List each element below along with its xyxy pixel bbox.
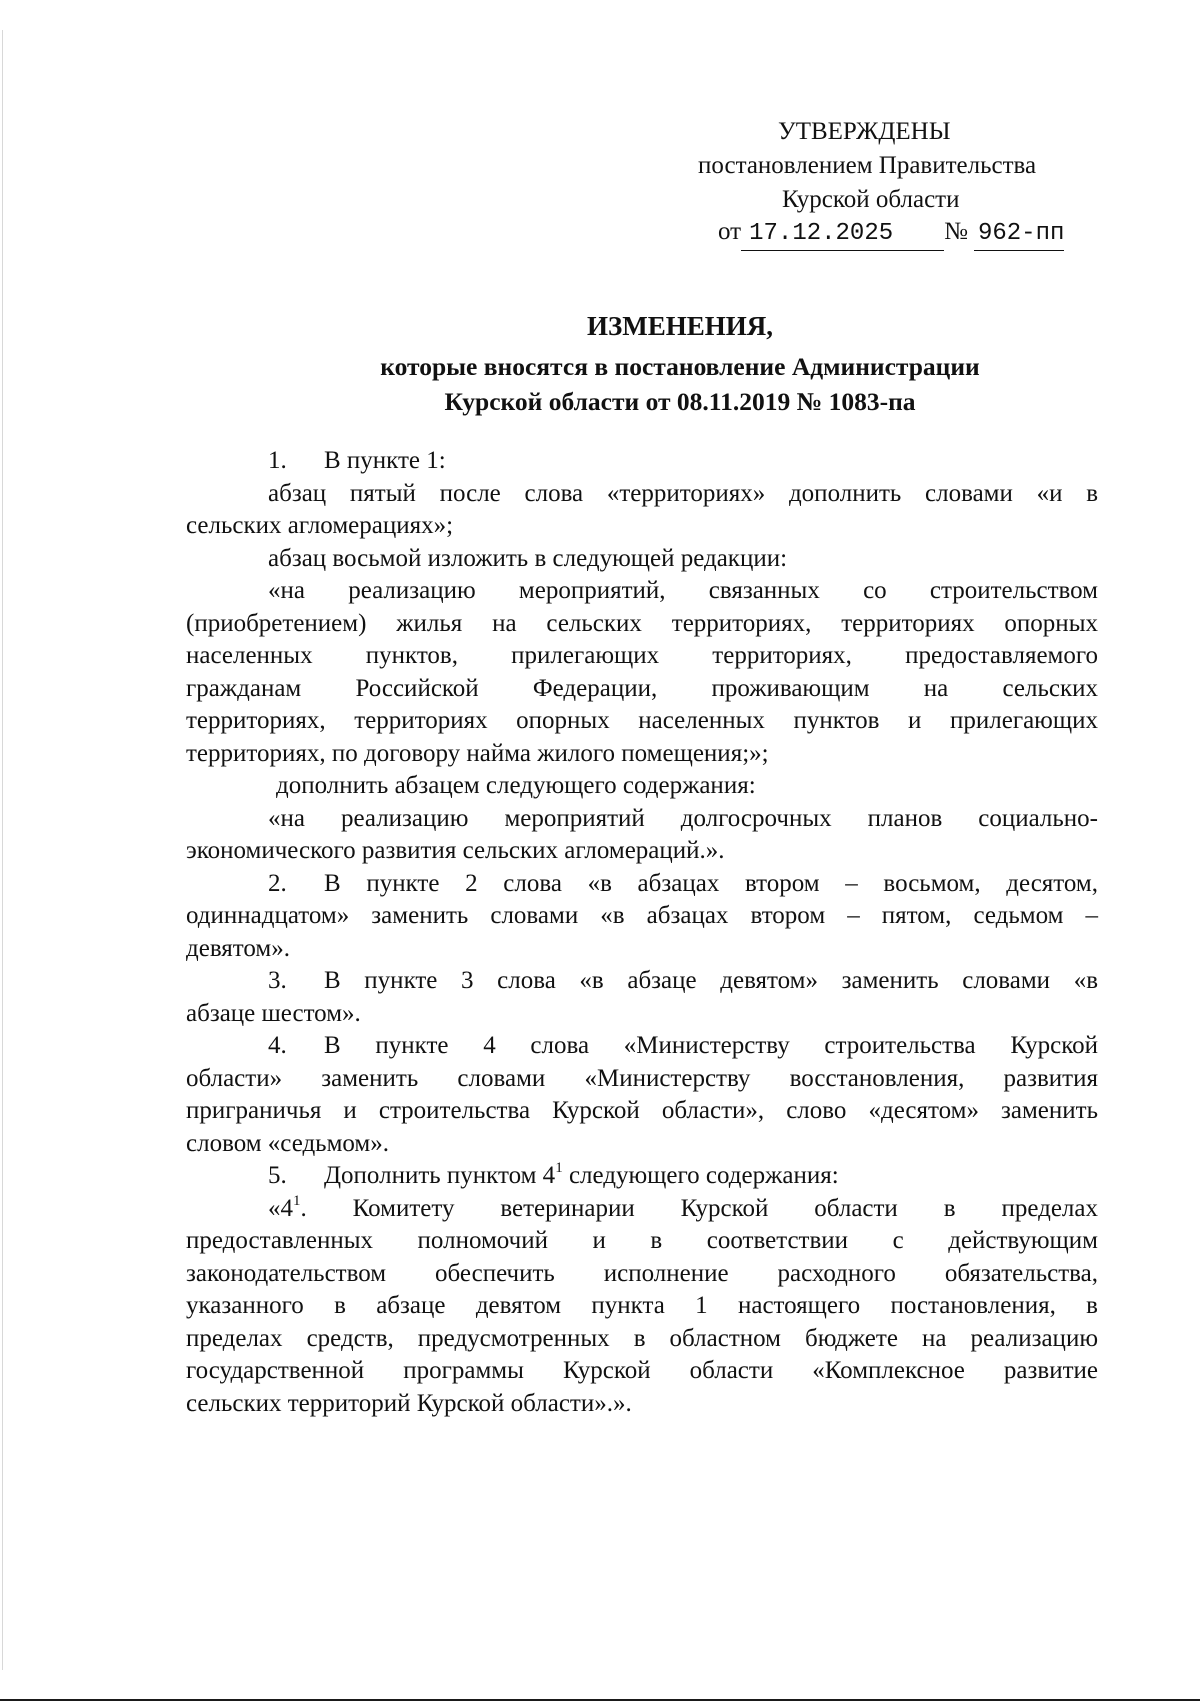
approval-authority: постановлением Правительства xyxy=(698,152,1037,179)
text-line: девятом». xyxy=(186,934,290,962)
text-line: сельских агломерациях»; xyxy=(186,512,454,539)
item-text: . Комитету ветеринарии Курской области в пределах xyxy=(300,1194,1098,1222)
text-line: пределах средств, предусмотренных в областном бюджете на реализацию xyxy=(186,1324,1098,1352)
document-subtitle-line2: Курской области от 08.11.2019 № 1083-па xyxy=(444,387,916,416)
document-body xyxy=(186,445,1098,1420)
text-line: «на реализацию мероприятий, связанных со строительством xyxy=(268,577,1098,604)
text-line: приграничья и строительства Курской области», слово «десятом» заменить xyxy=(186,1097,1098,1124)
text-line: государственной программы Курской области «Комплексное развитие xyxy=(186,1357,1098,1384)
text-line: абзац восьмой изложить в следующей редакции: xyxy=(268,544,788,572)
approval-region: Курской области xyxy=(782,186,960,213)
item-4-line xyxy=(186,1030,1098,1063)
item-5-line xyxy=(186,1160,1098,1193)
item-2-line xyxy=(186,868,1098,901)
text-line: предоставленных полномочий и в соответствии с действующим xyxy=(186,1227,1098,1254)
item-1-heading xyxy=(186,445,1098,478)
text-line: «на реализацию мероприятий долгосрочных планов социально- xyxy=(268,804,1098,832)
scan-bottom-edge xyxy=(0,1699,1200,1701)
item-text: следующего содержания: xyxy=(562,1162,839,1189)
item-text: В пункте 3 слова «в абзаце девятом» заменить словами «в xyxy=(324,967,1098,994)
item-number: 5. xyxy=(268,1162,287,1189)
superscript: 1 xyxy=(555,1160,563,1176)
text-line xyxy=(186,1193,1098,1226)
approval-date: 17.12.2025 xyxy=(741,218,944,251)
text-line: законодательством обеспечить исполнение расходного обязательства, xyxy=(186,1259,1098,1287)
item-text: Дополнить пунктом 4 xyxy=(324,1162,556,1189)
item-number: 3. xyxy=(268,967,287,994)
text-line: дополнить абзацем следующего содержания: xyxy=(276,772,756,799)
text-line: сельских территорий Курской области».». xyxy=(186,1389,632,1417)
text-line: словом «седьмом». xyxy=(186,1129,390,1157)
text-line: территориях, по договору найма жилого помещения;»; xyxy=(186,739,769,767)
text-line: области» заменить словами «Министерству восстановления, развития xyxy=(186,1064,1098,1092)
item-text: В пункте 1: xyxy=(324,447,446,474)
superscript: 1 xyxy=(293,1192,301,1209)
approval-date-number xyxy=(718,216,1064,251)
text-line: указанного в абзаце девятом пункта 1 настоящего постановления, в xyxy=(186,1292,1098,1319)
text-line: абзаце шестом». xyxy=(186,999,361,1027)
text-line: населенных пунктов, прилегающих территориях, предоставляемого xyxy=(186,642,1098,669)
item-number: 4. xyxy=(268,1032,287,1059)
text-line: экономического развития сельских агломераций.». xyxy=(186,837,725,864)
quote-start: «4 xyxy=(268,1194,293,1222)
approval-heading: УТВЕРЖДЕНЫ xyxy=(778,118,951,145)
item-text: В пункте 4 слова «Министерству строительства Курской xyxy=(324,1032,1098,1059)
date-prefix: от xyxy=(718,218,742,245)
text-line: гражданам Российской Федерации, проживающим на сельских xyxy=(186,674,1098,702)
text-line: территориях, территориях опорных населенных пунктов и прилегающих xyxy=(186,707,1098,734)
text-line: абзац пятый после слова «территориях» дополнить словами «и в xyxy=(268,479,1098,507)
scan-left-edge xyxy=(2,30,3,1670)
item-number: 2. xyxy=(268,869,287,897)
item-text: В пункте 2 слова «в абзацах втором – восьмом, десятом, xyxy=(324,869,1098,897)
item-number: 1. xyxy=(268,447,287,474)
approval-number: 962-пп xyxy=(974,218,1064,251)
text-line: (приобретением) жилья на сельских территориях, территориях опорных xyxy=(186,609,1098,637)
text-line: одиннадцатом» заменить словами «в абзацах втором – пятом, седьмом – xyxy=(186,902,1098,929)
item-3-line xyxy=(186,965,1098,998)
document-title: ИЗМЕНЕНИЯ, xyxy=(586,311,773,341)
number-sign: № xyxy=(944,218,968,245)
document-subtitle-line1: которые вносятся в постановление Администрации xyxy=(380,352,980,381)
